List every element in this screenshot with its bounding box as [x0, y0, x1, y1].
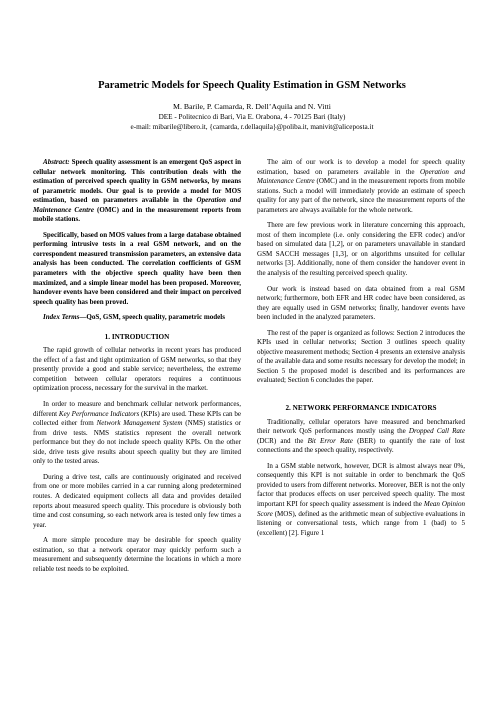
right-paragraph-6 [257, 462, 465, 538]
italic-term: Bit Error Rate [307, 436, 353, 445]
text-span: In a GSM stable network, however, DCR is almost always near 0%, consequently this KPI is not suitable in order to benchmark the QoS provided to users from different networks. Moreover, BER is not the only factor that produces effects on user perceived speech quality. The most important KPI for speech quality assessment is indeed the [257, 461, 465, 508]
right-paragraph-4: The rest of the paper is organized as follows: Section 2 introduces the KPIs used in cellular networks; Section 3 outlines speech quality objective measurement methods; Section 4 presents an extensive analysis of the available data and some results necessary for develop the model; in Section 5 the proposed model is described and its performances are evaluated; Section 6 concludes the paper. [257, 328, 465, 385]
section-heading-introduction: 1. INTRODUCTION [104, 332, 170, 341]
section-heading-network-performance: 2. NETWORK PERFORMANCE INDICATORS [285, 404, 437, 413]
text-span: (DCR) and the [257, 436, 308, 445]
index-terms-text: —QoS, GSM, speech quality, parametric models [79, 313, 225, 322]
right-paragraph-1 [257, 158, 465, 215]
intro-paragraph-2 [33, 400, 241, 467]
right-paragraph-2: There are few previous work in literature concerning this approach, most of them incomplete (i.e. only considering the EFR codec) and/or based on simulated data [1,2], or on parameters unavailable in standard GSM SACCH messages [1,3], or on algorithms unsuited for cellular networks [3]. Additionally, none of them consider the handover event in the analysis of the resulting perceived speech quality. [257, 221, 465, 278]
text-span: (NMS) statistics or from drive tests. NMS statistics represent the overall network performance but they do not include speech quality KPIs. On the other side, drive tests give results about speech quality but they are limited only to the tested areas. [33, 419, 241, 466]
italic-term: Mean Opinion Score [257, 499, 466, 518]
text-span: (OMC) and in the measurement reports from mobile stations. Such a model will immediately provide an estimate of speech quality for any part of the network, since the measurement reports of the parameters are always available for the whole network. [257, 177, 466, 214]
paper-title: Parametric Models for Speech Quality Estimation in GSM Networks [98, 80, 406, 91]
italic-term: Dropped Call Rate [408, 427, 466, 436]
abstract-text: Speech quality assessment is an emergent QoS aspect in cellular network monitoring. This contribution deals with the estimation of perceived speech quality in GSM networks, by means of parametric models. Our goal is to provide a model for MOS estimation, based on parameters available in the [33, 158, 241, 205]
italic-term: Operation and Maintenance Centre [257, 167, 465, 186]
right-paragraph-3: Our work is instead based on data obtained from a real GSM network; furthermore, both EFR and HR codec have been considered, as they are equally used in GSM networks; finally, handover events have been included in the analyzed parameters. [257, 284, 465, 322]
abstract-text-end: (OMC) and in the measurement reports from mobile stations. [33, 205, 241, 224]
intro-paragraph-1: The rapid growth of cellular networks in recent years has produced the effect of a fast and tight optimization of GSM networks, so that they presently provide a good and stable service; nevertheless, the extreme competition between cellular operators requires a continuous optimization process, necessary for the survival in the market. [33, 346, 241, 393]
abstract-paragraph [33, 158, 241, 225]
text-span: The aim of our work is to develop a model for speech quality estimation, based on parameters available in the [257, 158, 465, 176]
right-paragraph-5 [257, 418, 465, 456]
italic-term: Key Performance Indicators [58, 409, 140, 418]
left-column [33, 158, 241, 580]
abstract-paragraph-2: Specifically, based on MOS values from a large database obtained performing intrusive tests in a real GSM network, and on the correspondent measured transmission parameters, an extensive data analysis has been conducted. The correlation coefficients of GSM parameters with the objective speech quality have been then maximized, and a simple linear model has been proposed. Moreover, handover events have been considered and their impact on perceived speech quality has been proved. [33, 230, 241, 306]
right-column [257, 158, 465, 544]
authors: M. Barile, P. Camarda, R. Dell’Aquila and N. Vitti [173, 102, 331, 111]
email-line: e-mail: mibarile@libero.it, {camarda, r.dellaquila}@poliba.it, manivit@aliceposta.it [130, 123, 374, 131]
abstract-label: Abstract: [43, 158, 70, 166]
text-span: In order to measure and benchmark cellular network performances, different [33, 400, 241, 418]
italic-term: Network Management System [96, 419, 183, 428]
text-span: (BER) to quantify the rate of lost connections and the speech quality, respectively. [257, 436, 465, 455]
text-span: Traditionally, cellular operators have measured and benchmarked their network QoS performances mostly using the [257, 417, 465, 436]
index-terms [33, 313, 241, 323]
index-terms-label: Index Terms [43, 313, 80, 322]
abstract-italic: Operation and Maintenance Centre [33, 196, 241, 214]
affiliation: DEE - Politecnico di Bari, Via E. Orabona, 4 - 70125 Bari (Italy) [158, 113, 346, 121]
intro-paragraph-3: During a drive test, calls are continuously originated and received from one or more mobiles carried in a car running along predetermined routes. A dedicated equipment collects all data and provides detailed reports about measured speech quality. This procedure is obviously both time and cost consuming, so each network area is tested only few times a year. [33, 472, 241, 529]
text-span: (KPIs) are used. These KPIs can be collected either from [33, 409, 241, 428]
text-span: (MOS), defined as the arithmetic mean of subjective evaluations in listening or conversational tests, which range from 1 (bad) to 5 (excellent) [2]. Figure 1 [257, 509, 465, 537]
intro-paragraph-4: A more simple procedure may be desirable for speech quality estimation, so that a network operator may quickly perform such a measurement and subsequently determine the locations in which a more reliable test needs to be exploited. [33, 536, 241, 573]
